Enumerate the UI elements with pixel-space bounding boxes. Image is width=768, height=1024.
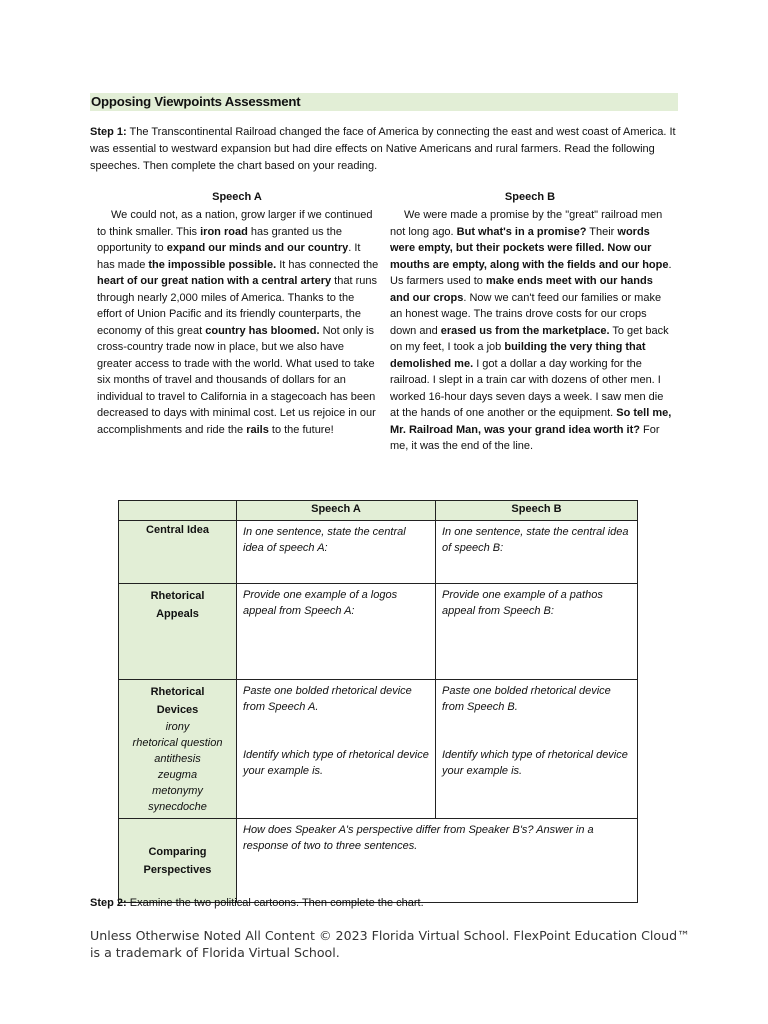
device-list-item: rhetorical question: [132, 737, 223, 749]
speech-text-run: We could not, as a nation, grow larger if we continued to think smaller. This: [97, 209, 373, 238]
bold-phrase: iron road: [200, 225, 248, 238]
copyright-footer: Unless Otherwise Noted All Content © 2023 Florida Virtual School. FlexPoint Education Cloud™ is a trademark of Florida Virtual School.: [90, 928, 690, 960]
bold-phrase: the impossible possible.: [148, 258, 277, 271]
speech-b-heading: Speech B: [504, 191, 556, 203]
speech-text-run: . Now we can't feed our families or make an honest wage. The trains drove costs for our crops down and: [390, 291, 662, 337]
devices-a-cell[interactable]: Paste one bolded rhetorical device from Speech A. Identify which type of rhetorical device your example is.: [237, 680, 436, 819]
device-list-item: irony: [165, 721, 190, 733]
device-list-item: metonymy: [152, 785, 203, 797]
bold-phrase: But what's in a promise?: [456, 225, 587, 238]
speech-text-run: Not only is cross-country trade now in place, but we also have greater access to trade with the world. What used to take six months of travel and thousands of dollars for an individual to travel to California in a stagecoach has been decreased to days with minimal cost. Let us rejoice in our accomplishments and ride the: [97, 324, 376, 436]
speech-text-run: Their: [586, 225, 618, 238]
speech-text-run: has granted us the opportunity to: [97, 225, 342, 254]
step1-instructions: [90, 124, 680, 175]
step1-text: The Transcontinental Railroad changed the face of America by connecting the east and west coast of America. It was essential to westward expansion but had dire effects on Native Americans and rural farmers. Read the following speeches. Then complete the chart based on your reading.: [90, 126, 676, 172]
step2-instructions: [90, 897, 424, 909]
bold-phrase: erased us from the marketplace.: [440, 324, 610, 337]
device-list-item: antithesis: [154, 753, 201, 765]
speech-text-run: To get back on my feet, I took a job: [390, 324, 669, 353]
page-title: Opposing Viewpoints Assessment: [91, 94, 301, 109]
chart-header-blank: [119, 501, 237, 521]
central-idea-a-cell[interactable]: In one sentence, state the central idea of speech A:: [237, 521, 436, 584]
bold-phrase: rails: [246, 423, 269, 436]
bold-phrase: make ends meet with our hands and our crops: [390, 275, 653, 304]
speech-a-heading: Speech A: [212, 191, 262, 203]
step2-label: Step 2:: [90, 897, 127, 909]
chart-header-speech-b: Speech B: [436, 501, 638, 521]
central-idea-label: Central Idea: [119, 521, 237, 584]
step1-label: Step 1:: [90, 126, 127, 138]
speech-a-text: [97, 207, 379, 438]
speech-text-run: . Us farmers used to: [390, 258, 672, 287]
bold-phrase: expand our minds and our country: [166, 242, 349, 254]
step2-text: Examine the two political cartoons. Then complete the chart.: [126, 897, 424, 909]
speech-b-text: [390, 207, 672, 455]
analysis-chart: [118, 500, 638, 903]
comparing-perspectives-label: Comparing Perspectives: [119, 819, 237, 903]
rhetorical-appeals-label: Rhetorical Appeals: [119, 584, 237, 680]
speech-text-run: For me, it was the end of the line.: [390, 423, 660, 452]
chart-header-speech-a: Speech A: [237, 501, 436, 521]
bold-phrase: words were empty, but their pockets were filled. Now our mouths are empty, along with the fields and our hope: [390, 225, 669, 271]
speech-text-run: that runs through nearly 2,000 miles of America. Thanks to the effort of Union Pacific and its friendly counterparts, the economy of this great: [97, 275, 377, 337]
comparing-perspectives-cell[interactable]: How does Speaker A's perspective differ from Speaker B's? Answer in a response of two to three sentences.: [237, 819, 638, 903]
speech-text-run: We were made a promise by the "great" railroad men not long ago.: [390, 209, 663, 238]
rhetorical-devices-label: Rhetorical Devices irony rhetorical question antithesis zeugma metonymy synecdoche: [119, 680, 237, 819]
bold-phrase: country has bloomed.: [205, 324, 320, 337]
speech-text-run: It has connected the: [276, 258, 379, 271]
bold-phrase: heart of our great nation with a central artery: [97, 275, 332, 287]
appeals-b-cell[interactable]: Provide one example of a pathos appeal from Speech B:: [436, 584, 638, 680]
central-idea-b-cell[interactable]: In one sentence, state the central idea of speech B:: [436, 521, 638, 584]
speech-text-run: . It has made: [97, 242, 361, 271]
speech-text-run: I got a dollar a day working for the railroad. I slept in a train car with dozens of other men. I worked 16-hour days seven days a week. I saw men die at the hands of one another or the equipment.: [390, 357, 664, 419]
appeals-a-cell[interactable]: Provide one example of a logos appeal from Speech A:: [237, 584, 436, 680]
devices-b-cell[interactable]: Paste one bolded rhetorical device from Speech B. Identify which type of rhetorical device your example is.: [436, 680, 638, 819]
device-list-item: zeugma: [157, 769, 198, 781]
device-list-item: synecdoche: [148, 801, 207, 813]
speech-text-run: to the future!: [268, 423, 334, 436]
bold-phrase: building the very thing that demolished me.: [390, 341, 646, 370]
bold-phrase: So tell me, Mr. Railroad Man, was your grand idea worth it?: [390, 407, 672, 436]
